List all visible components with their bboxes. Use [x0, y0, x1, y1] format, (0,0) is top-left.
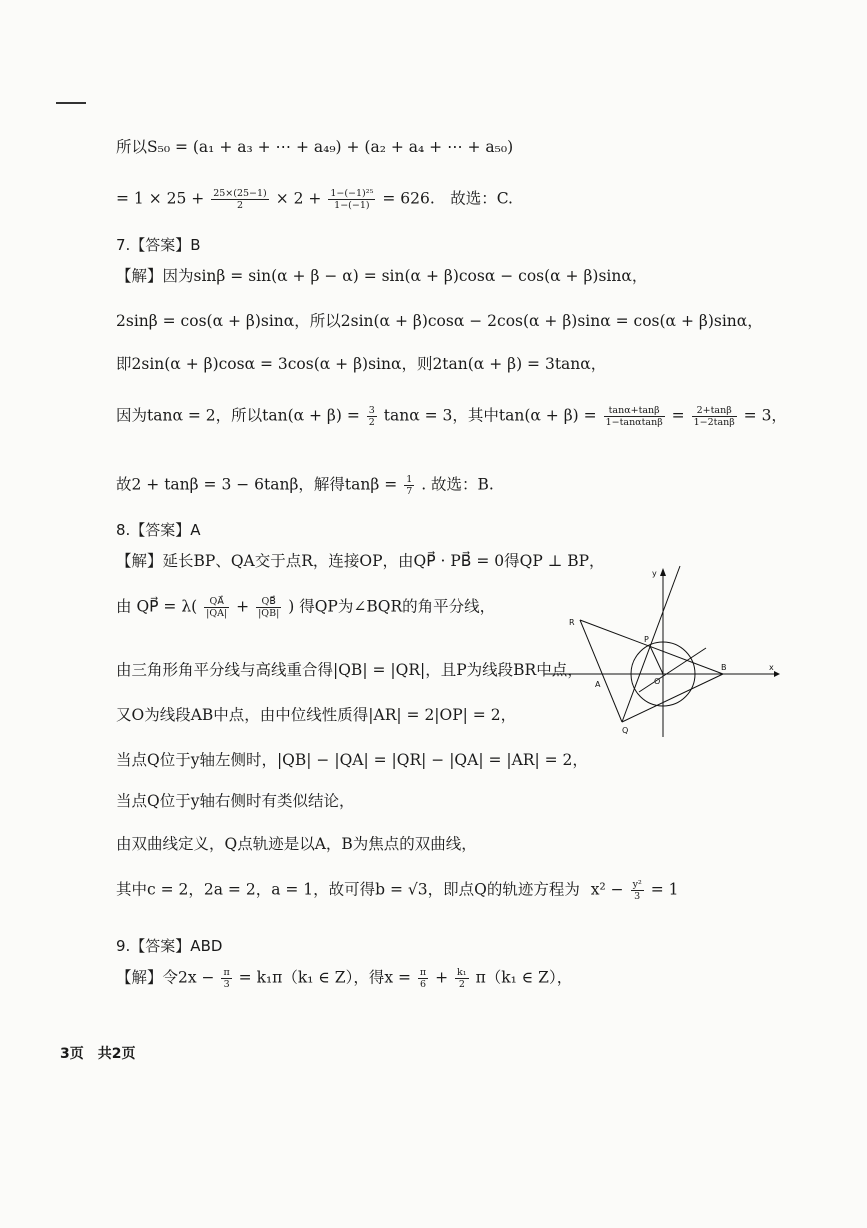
fraction: $\frac{3}{2}$: [368, 405, 375, 428]
label-y: y: [652, 569, 657, 578]
fraction: $\frac{\text{y²}}{3}$: [632, 879, 642, 902]
q7-line-2: 2sinβ = cos(α + β)sinα，所以2sin(α + β)cosα − 2cos(α + β)sinα = cos(α + β)sinα，: [116, 312, 763, 330]
fraction: $\frac{QA⃗}{|QA|}$: [206, 596, 228, 619]
geometry-figure: [540, 562, 780, 740]
q8-answer-heading: 8.【答案】A: [116, 521, 201, 539]
fraction: $\frac{25\times(25-1)}{2}$: [213, 188, 267, 211]
page-footer: 3页 共2页: [60, 1046, 136, 1062]
fraction: $\frac{\pi}{6}$: [419, 967, 427, 990]
fraction: $\frac{1}{7}$: [406, 474, 413, 497]
q8-line-5: 当点Q位于y轴左侧时，|QB| − |QA| = |QR| − |QA| = |AR| = 2，: [116, 751, 588, 769]
q7-line-5: 故2 + tanβ = 3 − 6tanβ，解得tanβ = $\frac{1}{7}$ . 故选：B.: [116, 474, 494, 497]
fraction: $\frac{\text{k₁}}{2}$: [457, 967, 467, 990]
label-P: P: [644, 635, 649, 644]
q8-line-6: 当点Q位于y轴右侧时有类似结论，: [116, 792, 355, 810]
q7-line-3: 即2sin(α + β)cosα = 3cos(α + β)sinα，则2tan(α + β) = 3tanα，: [116, 355, 607, 373]
label-Q: Q: [622, 726, 629, 735]
q8-line-8: 其中c = 2，2a = 2，a = 1，故可得b = √3，即点Q的轨迹方程为 x² − $\frac{\text{y²}}{3}$ = 1: [116, 879, 679, 902]
q9-line-1: 【解】令2x − $\frac{\pi}{3}$ = k₁π（k₁ ∈ Z），得x = $\frac{\pi}{6}$ + $\frac{\text{k₁}}{2}$ π（k₁ ∈ Z），: [116, 967, 573, 990]
q8-line-1: 【解】延长BP、QA交于点R，连接OP，由QP⃗ · PB⃗ = 0得QP ⊥ BP，: [116, 552, 605, 570]
x-axis-arrow: [774, 671, 780, 677]
q9-answer-heading: 9.【答案】ABD: [116, 937, 223, 955]
sum-result-line: = 1 × 25 + $\frac{25\times(25-1)}{2}$ × 2 + $\frac{\text{1−(−1)²⁵}}{1-(-1)}$ = 626. 故选：C.: [116, 188, 513, 211]
q7-answer-heading: 7.【答案】B: [116, 236, 201, 254]
fraction: $\frac{\tan\alpha+\tan\beta}{1-\tan\alpha\tan\beta}$: [605, 405, 663, 428]
q8-line-7: 由双曲线定义，Q点轨迹是以A，B为焦点的双曲线，: [116, 835, 477, 853]
line-RB: [580, 620, 723, 674]
q7-line-4: 因为tanα = 2，所以tan(α + β) = $\frac{3}{2}$ tanα = 3，其中tan(α + β) = $\frac{\tan\alpha+\tan\beta}{1-\tan\alpha\tan\beta}$ = $\frac{2+\tan\beta}{1-2\tan\beta}$ = 3，: [116, 405, 787, 428]
label-x: x: [769, 663, 774, 672]
q8-line-2: 由 QP⃗ = λ( $\frac{QA⃗}{|QA|}$ + $\frac{QB⃗}{|QB|}$ ) 得QP为∠BQR的角平分线，: [116, 596, 496, 619]
label-A: A: [595, 680, 601, 689]
fraction: $\frac{\pi}{3}$: [223, 967, 230, 990]
q8-line-4: 又O为线段AB中点，由中位线性质得|AR| = 2|OP| = 2，: [116, 706, 517, 724]
label-R: R: [569, 618, 575, 627]
label-B: B: [721, 663, 727, 672]
q8-line-3: 由三角形角平分线与高线重合得|QB| = |QR|，且P为线段BR中点，: [116, 661, 583, 679]
top-rule: [56, 102, 86, 104]
fraction: $\frac{2+\tan\beta}{1-2\tan\beta}$: [693, 405, 735, 428]
fraction: $\frac{QB⃗}{|QB|}$: [258, 596, 280, 619]
line-RQ: [580, 620, 622, 722]
q7-line-1: 【解】因为sinβ = sin(α + β − α) = sin(α + β)cosα − cos(α + β)sinα，: [116, 267, 648, 285]
y-axis-arrow: [660, 568, 666, 576]
sum-line: 所以S₅₀ = (a₁ + a₃ + ⋯ + a₄₉) + (a₂ + a₄ + ⋯ + a₅₀): [116, 138, 514, 156]
label-O: O: [654, 677, 661, 686]
fraction: $\frac{\text{1−(−1)²⁵}}{1-(-1)}$: [330, 188, 374, 211]
